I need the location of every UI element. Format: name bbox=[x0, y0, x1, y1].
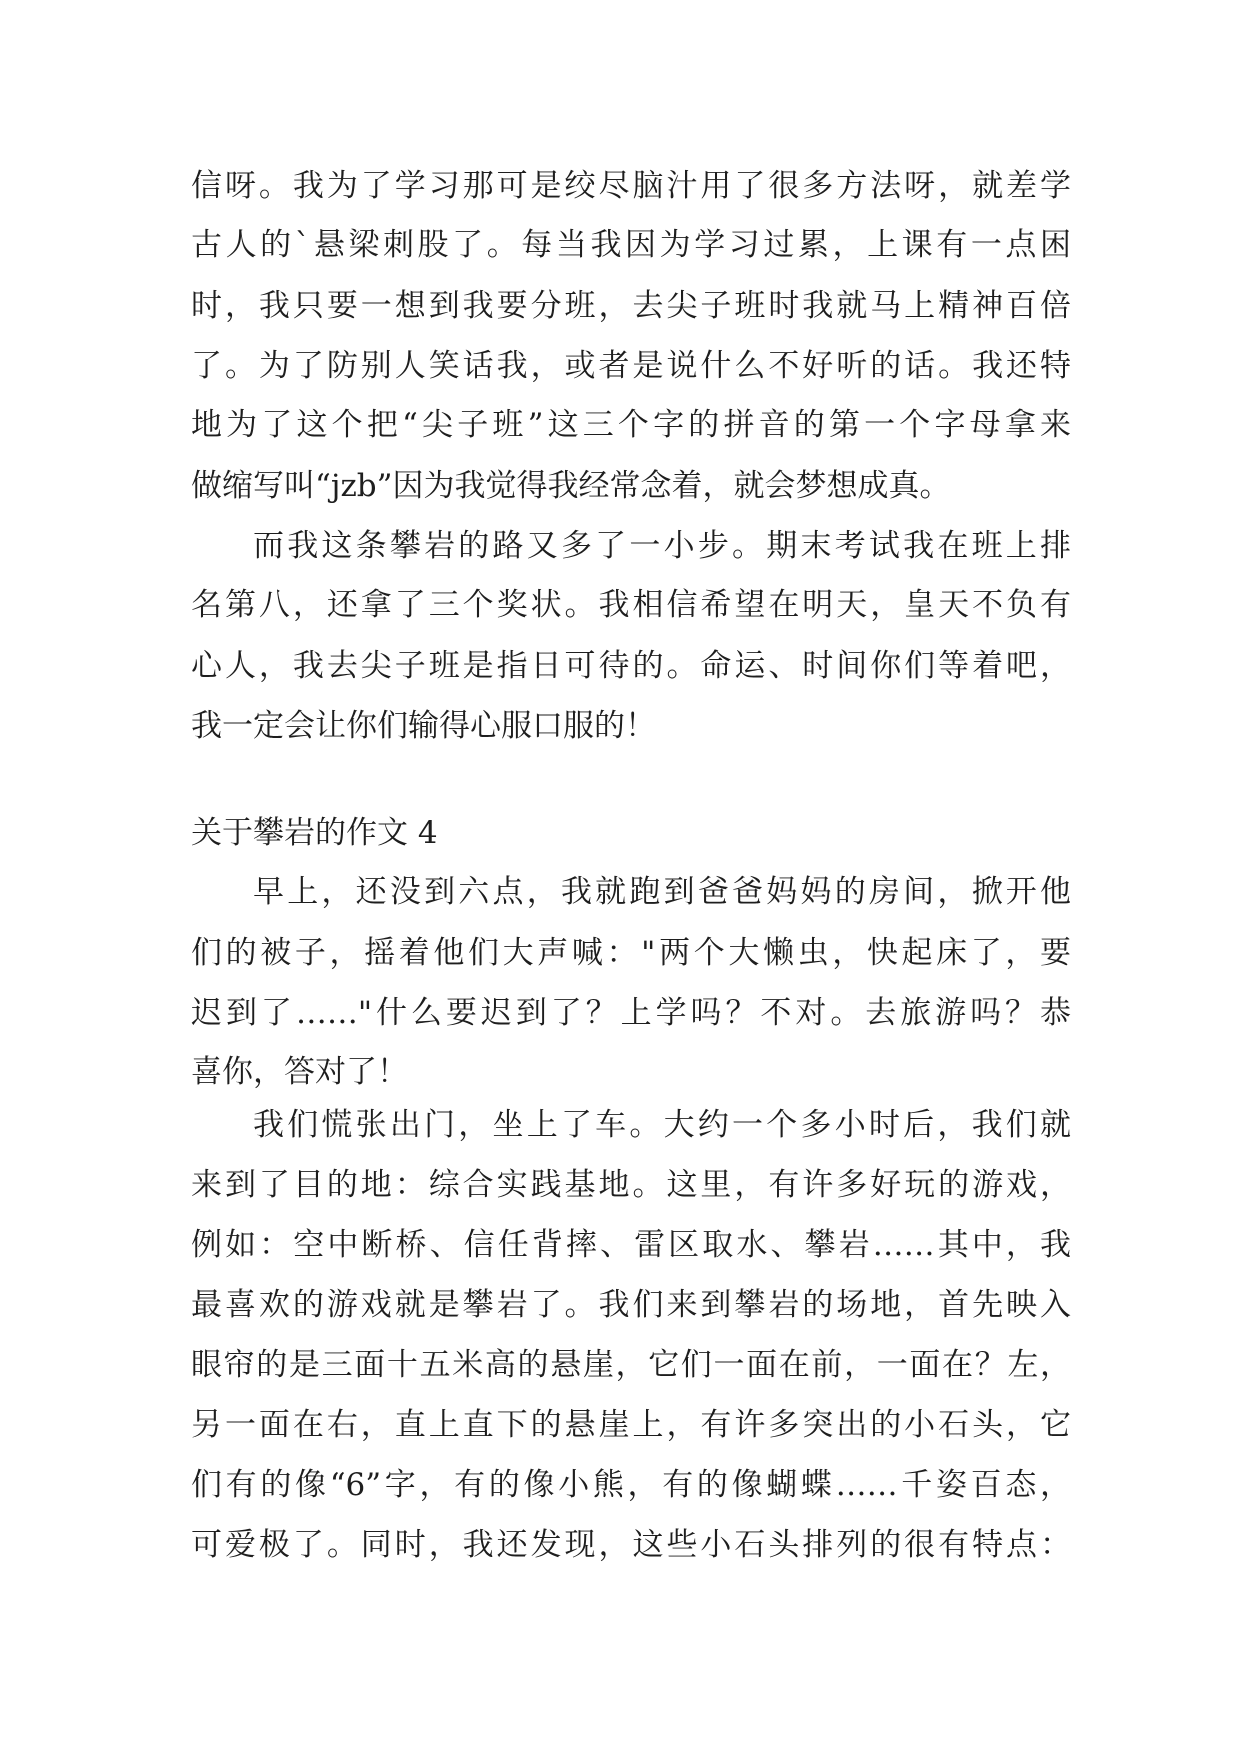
text-line: 来到了目的地：综合实践基地。这里，有许多好玩的游戏， bbox=[191, 1167, 1071, 1203]
text-line: 们的被子，摇着他们大声喊："两个大懒虫，快起床了，要 bbox=[191, 935, 1071, 971]
text-line: 例如：空中断桥、信任背摔、雷区取水、攀岩……其中，我 bbox=[191, 1227, 1071, 1263]
text-line: 迟到了……"什么要迟到了？上学吗？不对。去旅游吗？恭 bbox=[191, 995, 1071, 1031]
text-line: 我们慌张出门，坐上了车。大约一个多小时后，我们就 bbox=[253, 1107, 1071, 1143]
text-line: 信呀。我为了学习那可是绞尽脑汁用了很多方法呀，就差学 bbox=[191, 168, 1071, 204]
text-line: 做缩写叫“jzb”因为我觉得我经常念着，就会梦想成真。 bbox=[191, 468, 951, 504]
text-line: 们有的像“6”字，有的像小熊，有的像蝴蝶……千姿百态， bbox=[191, 1467, 1071, 1503]
text-line: 了。为了防别人笑话我，或者是说什么不好听的话。我还特 bbox=[191, 348, 1071, 384]
text-line: 名第八，还拿了三个奖状。我相信希望在明天，皇天不负有 bbox=[191, 587, 1071, 623]
text-line: 地为了这个把“尖子班”这三个字的拼音的第一个字母拿来 bbox=[191, 407, 1071, 443]
section-title: 关于攀岩的作文 4 bbox=[191, 815, 438, 851]
text-line: 时，我只要一想到我要分班，去尖子班时我就马上精神百倍 bbox=[191, 288, 1071, 324]
text-line: 我一定会让你们输得心服口服的！ bbox=[191, 708, 656, 744]
text-line: 早上，还没到六点，我就跑到爸爸妈妈的房间，掀开他 bbox=[253, 874, 1071, 910]
text-line: 而我这条攀岩的路又多了一小步。期末考试我在班上排 bbox=[253, 528, 1071, 564]
text-line: 眼帘的是三面十五米高的悬崖，它们一面在前，一面在？左， bbox=[191, 1347, 1071, 1383]
text-line: 可爱极了。同时，我还发现，这些小石头排列的很有特点： bbox=[191, 1527, 1071, 1563]
text-line: 喜你，答对了！ bbox=[191, 1054, 408, 1090]
text-line: 另一面在右，直上直下的悬崖上，有许多突出的小石头，它 bbox=[191, 1407, 1071, 1443]
text-line: 心人，我去尖子班是指日可待的。命运、时间你们等着吧， bbox=[191, 648, 1071, 684]
text-line: 最喜欢的游戏就是攀岩了。我们来到攀岩的场地，首先映入 bbox=[191, 1287, 1071, 1323]
text-line: 古人的`悬梁刺股了。每当我因为学习过累，上课有一点困 bbox=[191, 227, 1071, 263]
